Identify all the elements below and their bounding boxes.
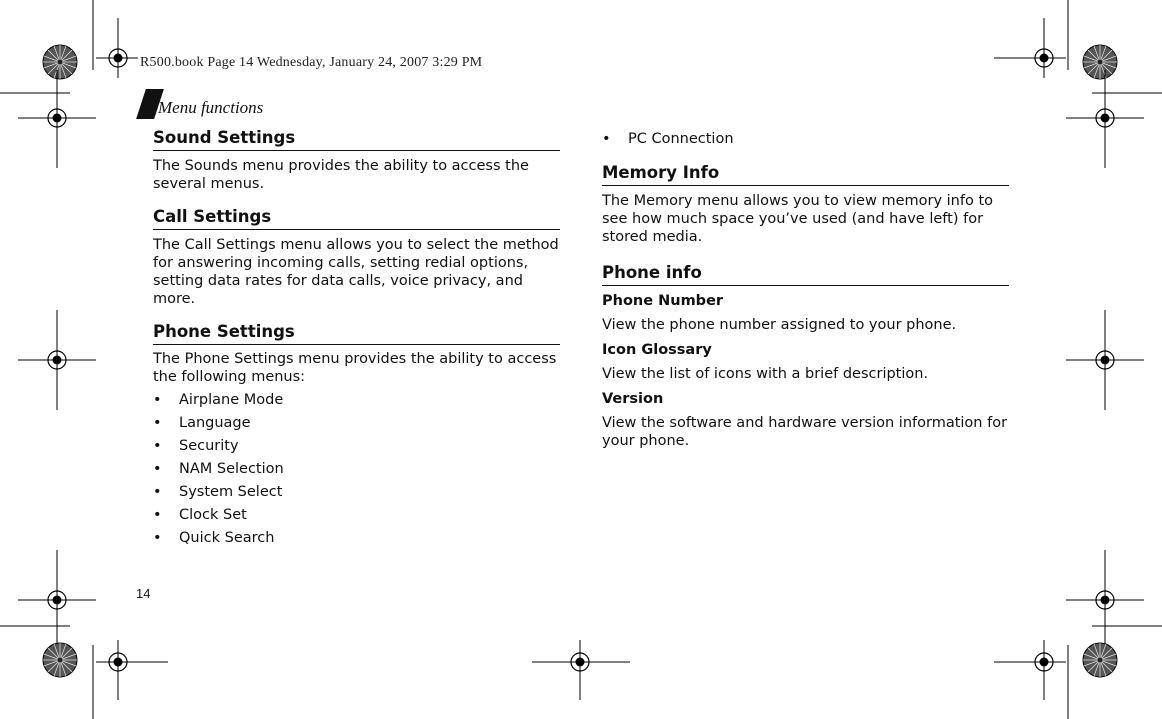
list-item-label: NAM Selection <box>179 461 284 477</box>
registration-mark-top-right <box>994 18 1066 78</box>
registration-mark-bottom-center <box>532 640 630 700</box>
phone-settings-heading: Phone Settings <box>153 322 560 345</box>
list-item <box>153 483 560 506</box>
registration-mark-bottom-left <box>96 640 168 700</box>
bullet-icon: • <box>602 131 611 147</box>
bullet-icon: • <box>153 530 162 546</box>
registration-mark-right-upper <box>1066 70 1144 168</box>
phone-info-heading: Phone info <box>602 263 1009 286</box>
list-item-label: Clock Set <box>179 507 247 523</box>
bullet-icon: • <box>153 461 162 477</box>
list-item <box>153 391 560 414</box>
phone-number-body: View the phone number assigned to your phone. <box>602 317 957 333</box>
list-item-label: Quick Search <box>179 530 275 546</box>
registration-mark-right-middle <box>1066 310 1144 410</box>
phone-number-subheading: Phone Number <box>602 293 724 309</box>
starburst-bottom-right <box>1083 643 1117 677</box>
version-body: View the software and hardware version information for your phone. <box>602 415 1008 449</box>
list-item <box>153 506 560 529</box>
list-item-label: PC Connection <box>628 131 734 147</box>
list-item-label: Security <box>179 438 239 454</box>
registration-mark-right-lower <box>1066 550 1144 650</box>
starburst-top-left <box>43 45 77 79</box>
starburst-top-right <box>1083 45 1117 79</box>
list-item-label: System Select <box>179 484 283 500</box>
bullet-icon: • <box>153 415 162 431</box>
sound-settings-heading: Sound Settings <box>153 128 560 151</box>
list-item <box>153 529 560 552</box>
memory-info-body: The Memory menu allows you to view memory info to see how much space you’ve used (and have left) for stored media. <box>602 193 993 245</box>
print-info-slug: R500.book Page 14 Wednesday, January 24, 2007 3:29 PM <box>140 55 483 70</box>
registration-mark-top-left <box>96 18 138 78</box>
starburst-bottom-left <box>43 643 77 677</box>
bullet-icon: • <box>153 507 162 523</box>
bullet-icon: • <box>153 438 162 454</box>
list-item-label: Airplane Mode <box>179 392 284 408</box>
memory-info-heading: Memory Info <box>602 163 1009 186</box>
icon-glossary-subheading: Icon Glossary <box>602 342 712 358</box>
icon-glossary-body: View the list of icons with a brief description. <box>602 366 929 382</box>
left-column <box>153 128 560 552</box>
page-number: 14 <box>136 586 151 601</box>
bullet-icon: • <box>153 392 162 408</box>
phone-settings-list <box>153 391 560 552</box>
call-settings-heading: Call Settings <box>153 207 560 230</box>
list-item <box>153 460 560 483</box>
call-settings-body: The Call Settings menu allows you to select the method for answering incoming calls, setting redial options, setting data rates for data calls, voice privacy, and more. <box>153 237 559 307</box>
list-item <box>153 437 560 460</box>
registration-mark-left-upper <box>18 70 96 168</box>
registration-mark-left-lower <box>18 550 96 650</box>
registration-mark-bottom-right <box>994 640 1066 700</box>
version-subheading: Version <box>602 391 664 407</box>
registration-mark-left-middle <box>18 310 96 410</box>
sound-settings-body: The Sounds menu provides the ability to access the several menus. <box>153 158 529 192</box>
section-title: Menu functions <box>158 98 264 117</box>
bullet-icon: • <box>153 484 162 500</box>
list-item <box>602 130 1009 153</box>
phone-settings-body: The Phone Settings menu provides the ability to access the following menus: <box>153 351 557 385</box>
right-column <box>602 130 1009 450</box>
list-item-label: Language <box>179 415 251 431</box>
list-item <box>153 414 560 437</box>
continued-list <box>602 130 1009 153</box>
